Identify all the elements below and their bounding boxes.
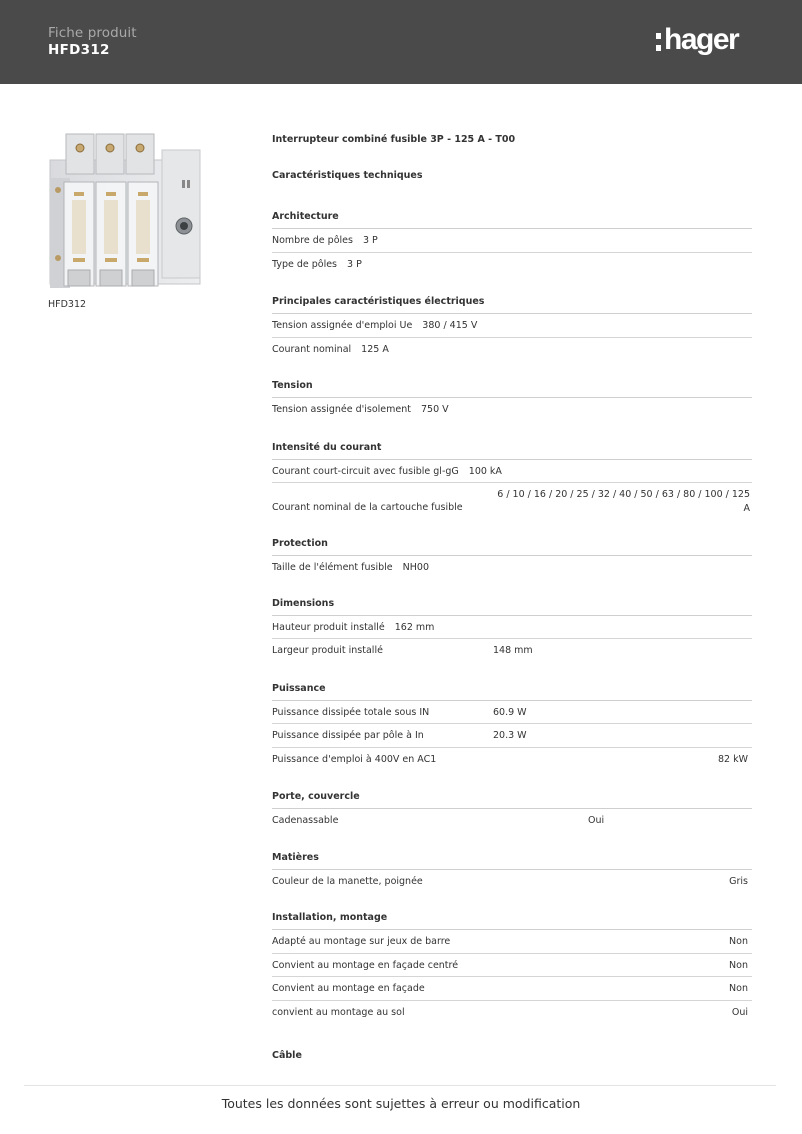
spec-label: Taille de l'élément fusible	[272, 562, 393, 573]
spec-value: 125 A	[361, 343, 389, 355]
spec-label: Nombre de pôles	[272, 235, 353, 246]
section-title: Architecture	[272, 205, 752, 229]
spec-value: 162 mm	[394, 621, 435, 633]
section-protection	[272, 532, 752, 580]
footer-disclaimer: Toutes les données sont sujettes à erreur ou modification	[221, 1096, 581, 1111]
spec-label: Courant court-circuit avec fusible gl-gG	[272, 465, 459, 477]
spec-value: Non	[729, 983, 748, 994]
spec-row	[272, 314, 752, 338]
section-voltage	[272, 374, 752, 422]
document-type-label: Fiche produit	[48, 25, 137, 41]
spec-row	[272, 338, 752, 362]
spec-value: 100 kA	[468, 465, 502, 477]
spec-row	[272, 253, 752, 277]
spec-row	[272, 724, 752, 748]
spec-value: Gris	[729, 875, 748, 887]
spec-value: 82 kW	[717, 753, 748, 765]
spec-label: Largeur produit installé	[272, 645, 383, 656]
spec-row	[272, 639, 752, 663]
spec-row	[272, 483, 752, 532]
section-title: Puissance	[272, 677, 752, 701]
spec-label: Hauteur produit installé	[272, 621, 385, 633]
spec-label: Type de pôles	[272, 258, 338, 270]
spec-row	[272, 930, 752, 954]
spec-label: Puissance d'emploi à 400V en AC1	[272, 753, 437, 765]
section-title: Câble	[272, 1050, 302, 1061]
spec-value: NH00	[402, 562, 429, 573]
spec-row	[272, 977, 752, 1001]
spec-row	[272, 616, 752, 640]
brand-name: hager	[664, 23, 739, 56]
logo-colon-mark	[656, 33, 661, 51]
spec-label: Puissance dissipée totale sous IN	[272, 706, 430, 718]
spec-value: 148 mm	[493, 645, 533, 656]
section-title: Porte, couvercle	[272, 785, 752, 809]
spec-value: 750 V	[421, 404, 449, 415]
spec-value: 380 / 415 V	[422, 320, 478, 331]
section-title: Installation, montage	[272, 906, 752, 930]
section-title: Matières	[272, 846, 752, 870]
product-image	[44, 130, 204, 292]
section-title: Dimensions	[272, 592, 752, 616]
spec-value: Oui	[588, 815, 605, 826]
spec-label: Convient au montage en façade centré	[272, 959, 459, 971]
spec-row	[272, 701, 752, 725]
spec-value: 3 P	[347, 258, 362, 270]
spec-row	[272, 229, 752, 253]
spec-label: Adapté au montage sur jeux de barre	[272, 936, 451, 947]
page-header	[0, 0, 802, 84]
spec-row	[272, 398, 752, 422]
spec-row	[272, 748, 752, 772]
section-main-electrical	[272, 290, 752, 361]
section-power	[272, 677, 752, 772]
spec-value: 60.9 W	[493, 706, 527, 718]
spec-label: Tension assignée d'emploi Ue	[272, 320, 413, 331]
section-title: Tension	[272, 374, 752, 398]
spec-value: Non	[729, 959, 748, 971]
spec-value: 20.3 W	[493, 730, 527, 741]
spec-row	[272, 460, 752, 484]
section-title: Principales caractéristiques électriques	[272, 290, 752, 314]
section-materials	[272, 846, 752, 894]
footer-divider	[24, 1085, 776, 1086]
spec-value: Oui	[731, 1006, 748, 1018]
product-image-caption: HFD312	[48, 299, 87, 310]
hager-logo	[656, 22, 738, 58]
spec-row	[272, 870, 752, 894]
spec-label: Convient au montage en façade	[272, 983, 425, 994]
spec-row	[272, 954, 752, 978]
product-reference: HFD312	[48, 42, 110, 58]
spec-label: Couleur de la manette, poignée	[272, 875, 423, 887]
spec-label: Tension assignée d'isolement	[272, 404, 411, 415]
section-title: Intensité du courant	[272, 436, 752, 460]
product-title: Interrupteur combiné fusible 3P - 125 A - T00	[272, 134, 516, 145]
section-installation	[272, 906, 752, 1024]
section-title: Protection	[272, 532, 752, 556]
section-dimensions	[272, 592, 752, 663]
spec-row	[272, 1001, 752, 1025]
spec-label: convient au montage au sol	[272, 1006, 405, 1018]
spec-value: Non	[729, 936, 748, 947]
section-cable	[272, 1044, 752, 1068]
spec-label: Courant nominal de la cartouche fusible	[272, 502, 463, 513]
technical-datasheet	[272, 133, 752, 1068]
spec-label: Puissance dissipée par pôle à In	[272, 730, 424, 741]
spec-value: 6 / 10 / 16 / 20 / 25 / 32 / 40 / 50 / 63 / 80 / 100 / 125 A	[497, 489, 750, 514]
spec-label: Cadenassable	[272, 815, 339, 826]
spec-row	[272, 556, 752, 580]
spec-value: 3 P	[362, 235, 378, 246]
spec-label: Courant nominal	[272, 343, 352, 355]
section-architecture	[272, 205, 752, 276]
section-heading-technical: Caractéristiques techniques	[272, 170, 423, 181]
spec-row	[272, 809, 752, 833]
section-current	[272, 436, 752, 533]
section-door-cover	[272, 785, 752, 833]
